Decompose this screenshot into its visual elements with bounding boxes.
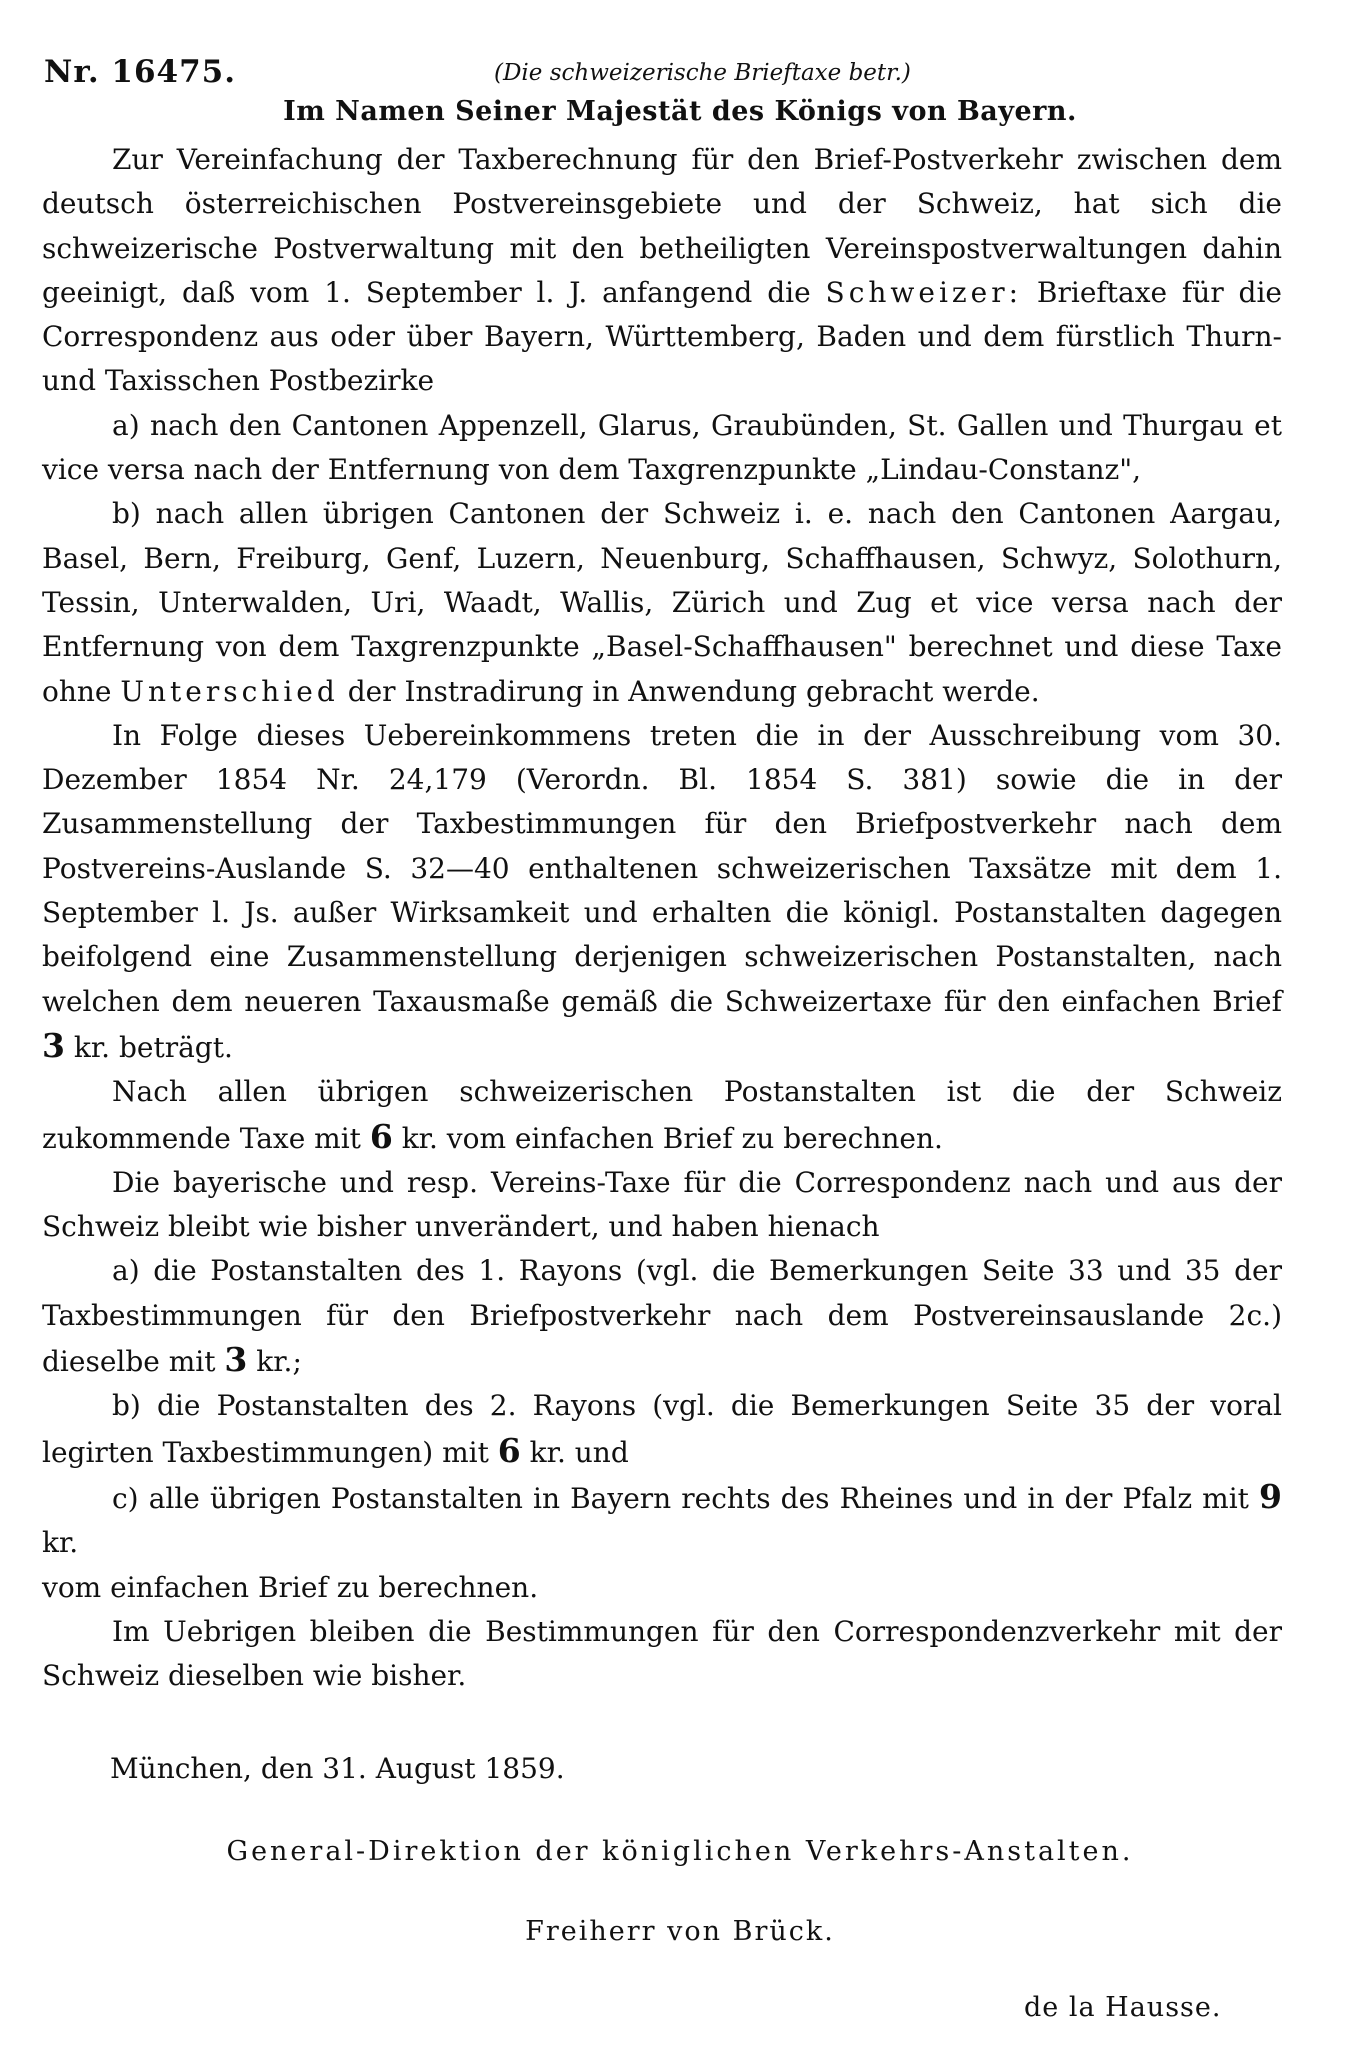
intro-paragraph [42,138,1282,404]
bavarian-tax-text: Die bayerische und resp. Vereins-Taxe für die Correspondenz nach und aus der Schweiz bleibt wie bisher unverändert, und haben hienach [42,1165,1282,1244]
rayon-rate-c-unit: kr. [42,1526,79,1560]
issuing-authority: General-Direktion der königlichen Verkehrs-Anstalten. [226,1836,1134,1867]
canton-list-b-spaced-word: Unterschied [120,674,339,708]
canton-list-b [42,492,1282,713]
rayon-rate-c-text: c) alle übrigen Postanstalten in Bayern rechts des Rheines und in der Pfalz mit [112,1481,1249,1515]
document-body [42,138,1282,1698]
document-header [44,54,1284,94]
canton-list-b-text: b) nach allen übrigen Cantonen der Schweiz i. e. nach den Cantonen Aargau, Basel, Bern, Freiburg, Genf, Luzern, Neuenburg, Schaffhausen, Schwyz, Solothurn, Tessin, Unterwalden, Uri, Waadt, Wallis, Zürich und Zug et vice versa nach der Entfernung von dem Taxgrenzpunkte „Basel-Schaffhausen" berechnet und diese Taxe ohne [42,497,1282,708]
rayon-rate-c [42,1475,1282,1566]
rayon-rate-a-text: a) die Postanstalten des 1. Rayons (vgl. die Bemerkungen Seite 33 und 35 der Taxbestimmungen für den Briefpostverkehr nach dem Postvereinsauslande 2c.) dieselbe mit [42,1254,1282,1379]
royal-preamble: Im Namen Seiner Majestät des Königs von Bayern. [283,96,1077,127]
rate-number: 6 [497,1430,521,1470]
canton-list-a-text: a) nach den Cantonen Appenzell, Glarus, Graubünden, St. Gallen und Thurgau et vice versa nach der Entfernung von dem Taxgrenzpunkte „Lindau-Constanz", [42,408,1282,487]
remaining-offices-text: Nach allen übrigen schweizerischen Postanstalten ist die der Schweiz zukommende Taxe mit [42,1075,1282,1155]
rayon-rate-b-unit: kr. und [529,1435,629,1469]
intro-text-end: Brieftaxe für die Correspondenz aus oder über Bayern, Württemberg, Baden und dem fürstlich Thurn- und Taxisschen Postbezirke [42,275,1283,398]
signatory-name: Freiherr von Brück. [525,1916,835,1947]
bavarian-tax-paragraph [42,1161,1282,1250]
consequence-paragraph [42,714,1282,1070]
rate-number: 9 [1259,1476,1282,1516]
document-subject: (Die schweizerische Brieftaxe betr.) [494,60,911,86]
closing-paragraph-text: Im Uebrigen bleiben die Bestimmungen für den Correspondenzverkehr mit der Schweiz dieselben wie bisher. [42,1614,1282,1693]
intro-spaced-word: Schweizer: [825,275,1023,309]
rayon-rate-a [42,1249,1282,1384]
rayon-rate-b [42,1384,1282,1475]
rayon-rate-b-text: b) die Postanstalten des 2. Rayons (vgl. die Bemerkungen Seite 35 der voral legirten Taxbestimmungen) mit [42,1389,1282,1469]
remaining-offices-text-end: kr. vom einfachen Brief zu berechnen. [401,1121,943,1155]
countersignature: de la Hausse. [1024,1992,1222,2023]
rate-number: 6 [369,1116,393,1156]
remaining-offices-paragraph [42,1070,1282,1161]
canton-list-a [42,404,1282,493]
canton-list-b-text-end: der Instradirung in Anwendung gebracht werde. [347,674,1040,708]
consequence-text: In Folge dieses Uebereinkommens treten die in der Ausschreibung vom 30. Dezember 1854 Nr. 24,179 (Verordn. Bl. 1854 S. 381) sowie die in der Zusammenstellung der Taxbestimmungen für den Briefpostverkehr nach dem Postvereins-Auslande S. 32—40 enthaltenen schweizerischen Taxsätze mit dem 1. September l. Js. außer Wirksamkeit und erhalten die königl. Postanstalten dagegen beifolgend eine Zusammenstellung derjenigen schweizerischen Postanstalten, nach welchen dem neueren Taxausmaße gemäß die Schweizertaxe für den einfachen Brief [42,718,1282,1018]
rate-number: 3 [224,1340,248,1380]
date-line: München, den 31. August 1859. [110,1752,565,1785]
rate-tail-line [42,1566,1282,1610]
document-number: Nr. 16475. [44,54,237,90]
intro-text: Zur Vereinfachung der Taxberechnung für den Brief-Postverkehr zwischen dem deutsch österreichischen Postvereinsgebiete und der Schweiz, hat sich die schweizerische Postverwaltung mit den betheiligten Vereinspostverwaltungen dahin geeinigt, daß vom 1. September l. J. anfangend die [42,143,1282,309]
rate-number: 3 [42,1025,65,1065]
rate-tail-text: vom einfachen Brief zu berechnen. [42,1570,539,1604]
closing-paragraph [42,1610,1282,1699]
consequence-text-end: kr. beträgt. [73,1030,233,1064]
rayon-rate-a-unit: kr.; [256,1345,302,1379]
